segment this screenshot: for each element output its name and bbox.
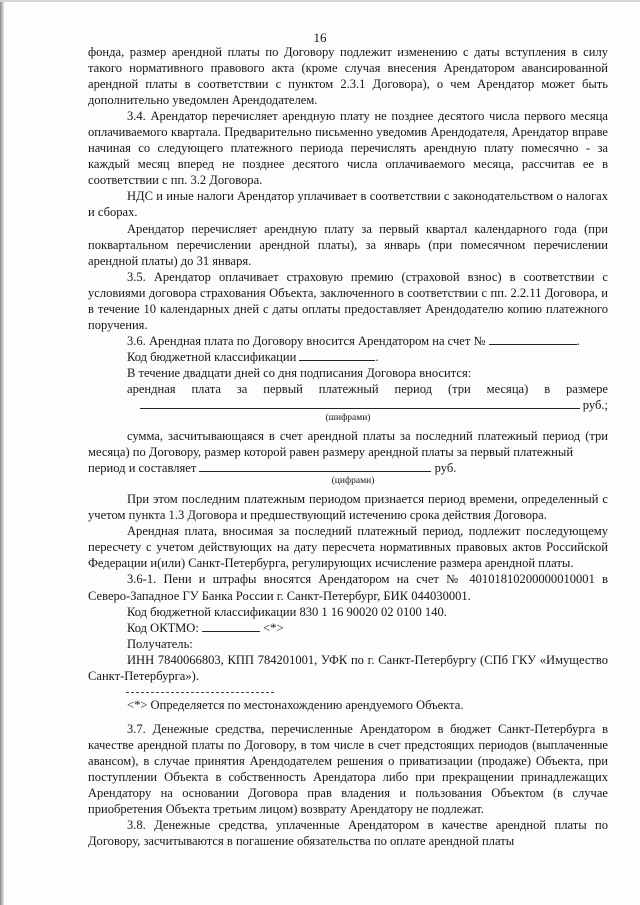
paragraph-recipient: Получатель: xyxy=(127,636,193,651)
paragraph-3-6: 3.6. Арендная плата по Договору вносится Арендатором на счет № . xyxy=(127,333,580,348)
footnote-separator xyxy=(126,684,274,693)
scan-edge-top xyxy=(0,0,640,2)
paragraph-3-6-1: 3.6-1. Пени и штрафы вносятся Арендатором на счет № 40101810200000010001 в Северо-Западное ГУ Банка России г. Санкт-Петербург, БИК 044030001. xyxy=(88,572,608,603)
paragraph-twenty-days: В течение двадцати дней со дня подписания Договора вносится: xyxy=(127,365,472,380)
budget-code-blank xyxy=(299,349,375,361)
first-period-amount-line xyxy=(88,397,608,413)
last-period-label: период и составляет xyxy=(88,461,197,476)
paragraph-recipient-details: ИНН 7840066803, КПП 784201001, УФК по г. Санкт-Петербургу (СПб ГКУ «Имущество Санкт-Петербурга»). xyxy=(88,652,608,683)
paragraph-3-4: 3.4. Арендатор перечисляет арендную плату не позднее десятого числа первого месяца оплачиваемого квартала. Предварительно письменно уведомив Арендодателя, Арендатор вправе начиная со следующего платежного периода перечислять арендную плату помесячно - за каждый месяц вперед не позднее десятого числа оплачиваемого месяца, рассчитав ее в соответствии с пп. 3.2 Договора. xyxy=(88,109,608,188)
rub-label-2: руб. xyxy=(434,461,457,476)
document-body xyxy=(88,44,608,849)
paragraph-first-period: арендная плата за первый платежный период (три месяца) в размере xyxy=(127,381,608,396)
account-number-blank xyxy=(489,333,577,345)
page-number: 16 xyxy=(313,30,327,45)
oktmo-blank xyxy=(202,620,260,632)
paragraph-first-quarter: Арендатор перечисляет арендную плату за первый квартал календарного года (при поквартальном перечислении арендной платы), за январь (при помесячном перечислении арендной платы) до 31 января. xyxy=(88,221,608,268)
paragraph-continuation: фонда, размер арендной платы по Договору подлежит изменению с даты вступления в силу такого нормативного правового акта (кроме случая внесения Арендатором авансированной арендной платы в соответствии с пунктом 2.3.1 Договора), о чем Арендатор может быть дополнительно уведомлен Арендодателем. xyxy=(88,45,608,108)
paragraph-3-7: 3.7. Денежные средства, перечисленные Арендатором в бюджет Санкт-Петербурга в качестве арендной платы по Договору, в том числе в счет предстоящих периодов (выплаченные авансом), в случае принятия Арендодателем решения о приватизации (продаже) Объекта, при поступлении Объекта в собственность Арендатора либо при прекращении принадлежащих Арендатору на основании Договора прав владения и пользования Объектом (в случае приобретения Объекта третьим лицом) возврату Арендатору не подлежат. xyxy=(88,721,608,817)
paragraph-3-6-text: 3.6. Арендная плата по Договору вносится Арендатором на счет № xyxy=(127,333,486,348)
footnote: <*> Определяется по местонахождению арендуемого Объекта. xyxy=(127,697,464,712)
paragraph-vat: НДС и иные налоги Арендатор уплачивает в соответствии с законодательством о налогах и сборах. xyxy=(88,189,608,220)
paragraph-budget-code: Код бюджетной классификации . xyxy=(127,349,379,364)
last-period-amount-line xyxy=(88,460,608,476)
paragraph-oktmo xyxy=(88,620,608,636)
paragraph-last-period-sum: сумма, засчитывающаяся в счет арендной платы за последний платежный период (три месяца) по Договору, размер которой равен размеру арендной платы за первый платежный xyxy=(88,429,608,460)
digits-caption: (шифрами) xyxy=(325,413,371,424)
paragraph-recalculation: Арендная плата, вносимая за последний платежный период, подлежит последующему пересчету с учетом действующих на дату пересчета нормативных правовых актов Российской Федерации и(или) Санкт-Петербурга, регулирующих исчисление размера арендной платы. xyxy=(88,524,608,571)
rub-label: руб.; xyxy=(582,398,608,413)
budget-code-label: Код бюджетной классификации xyxy=(127,349,297,364)
footnote-marker: <*> xyxy=(263,620,284,635)
first-period-amount-blank xyxy=(140,397,580,409)
paragraph-kbk: Код бюджетной классификации 830 1 16 90020 02 0100 140. xyxy=(127,604,447,619)
last-period-amount-blank xyxy=(199,460,431,472)
paragraph-3-5: 3.5. Арендатор оплачивает страховую премию (страховой взнос) в соответствии с условиями договора страхования Объекта, заключенного в соответствии с пп. 2.2.11 Договора, и в течение 10 календарных дней с даты оплаты предоставляет Арендодателю копию платежного поручения. xyxy=(88,269,608,332)
paragraph-3-8: 3.8. Денежные средства, уплаченные Арендатором в качестве арендной платы по Договору, засчитываются в погашение обязательства по оплате арендной платы xyxy=(88,818,608,849)
oktmo-label: Код ОКТМО: xyxy=(127,620,199,635)
paragraph-last-period-definition: При этом последним платежным периодом признается период времени, определенный с учетом пункта 1.3 Договора и предшествующий истечению срока действия Договора. xyxy=(88,492,608,523)
digits-caption-2: (цифрами) xyxy=(331,476,375,487)
scan-edge-left xyxy=(0,0,4,905)
